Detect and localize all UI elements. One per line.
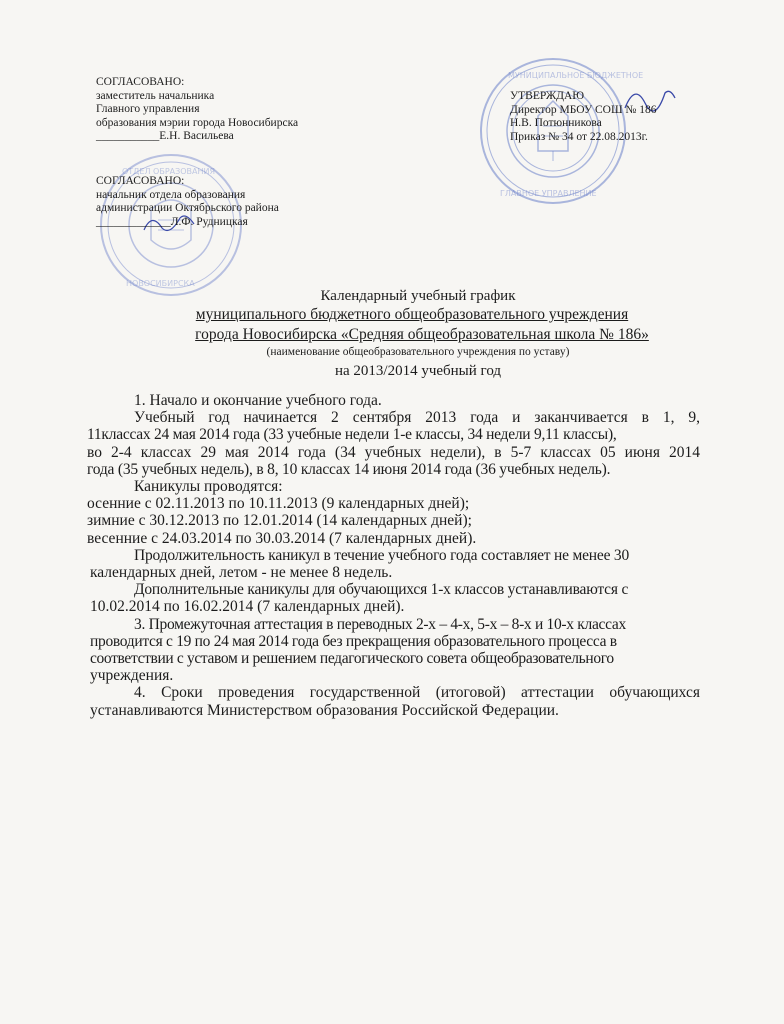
section-3-line: 3. Промежуточная аттестация в переводных 2-х – 4-х, 5-х – 8-х и 10-х классах (134, 615, 626, 633)
svg-text:ОТДЕЛ ОБРАЗОВАНИЯ: ОТДЕЛ ОБРАЗОВАНИЯ (122, 167, 216, 176)
vacation-duration: Продолжительность каникул в течение учебного года составляет не менее 30 (134, 546, 630, 564)
approval-block-director (510, 90, 657, 144)
approval-signature-line: ___________Е.Н. Васильева (96, 130, 234, 142)
section-1-line: Учебный год начинается 2 сентября 2013 года и заканчивается в 1, 9, (134, 409, 700, 427)
section-1-line: во 2-4 классах 29 мая 2014 года (34 учебных недели), в 5-7 классах 05 июня 2014 (87, 443, 700, 461)
section-4-line: устанавливаются Министерством образования Российской Федерации. (90, 701, 559, 719)
section-3-line: проводится с 19 по 24 мая 2014 года без прекращения образовательного процесса в (90, 632, 617, 650)
approval-block-gu (96, 76, 298, 144)
approval-heading: СОГЛАСОВАНО: (96, 175, 185, 187)
approval-block-district (96, 175, 279, 229)
section-3-line: соответствии с уставом и решением педагогического совета общеобразовательного (90, 650, 614, 668)
vacation-duration: календарных дней, летом - не менее 8 недель. (90, 564, 393, 582)
svg-text:ГЛАВНОЕ УПРАВЛЕНИЕ: ГЛАВНОЕ УПРАВЛЕНИЕ (500, 189, 597, 198)
approval-position: начальник отдела образования (96, 188, 246, 201)
vacation-winter: зимние с 30.12.2013 по 12.01.2014 (14 календарных дней); (87, 512, 472, 530)
extra-vacation: Дополнительные каникулы для обучающихся 1-х классов устанавливаются с (134, 581, 629, 599)
extra-vacation: 10.02.2014 по 16.02.2014 (7 календарных дней). (90, 598, 405, 616)
section-1-line: года (35 учебных недель), в 8, 10 классах 14 июня 2014 года (36 учебных недель). (87, 460, 611, 478)
section-3-line: учреждения. (90, 667, 174, 685)
institution-name-line1: муниципального бюджетного общеобразовательного учреждения (195, 306, 629, 323)
approval-order: Приказ № 34 от 22.08.2013г. (510, 130, 648, 143)
approval-director-name: Н.В. Потюнникова (510, 117, 602, 129)
vacation-spring: весенние с 24.03.2014 по 30.03.2014 (7 календарных дней). (87, 529, 477, 547)
vacation-autumn: осенние с 02.11.2013 по 10.11.2013 (9 календарных дней); (87, 495, 470, 513)
svg-text:МУНИЦИПАЛЬНОЕ БЮДЖЕТНОЕ: МУНИЦИПАЛЬНОЕ БЮДЖЕТНОЕ (508, 71, 644, 80)
vacations-heading: Каникулы проводятся: (134, 478, 283, 496)
approval-heading: СОГЛАСОВАНО: (96, 76, 185, 88)
institution-name-note: (наименование общеобразовательного учреждения по уставу) (266, 346, 570, 358)
approval-position: заместитель начальника (96, 89, 215, 102)
approval-department: Главного управления (96, 103, 200, 115)
section-1-heading: 1. Начало и окончание учебного года. (134, 392, 382, 409)
section-1-line: 11классах 24 мая 2014 года (33 учебные недели 1-е классы, 34 недели 9,11 классы), (87, 426, 617, 444)
approval-organization: образования мэрии города Новосибирска (96, 116, 299, 129)
document-title: Календарный учебный график (320, 288, 516, 304)
approval-organization: администрации Октябрьского района (96, 202, 279, 214)
institution-name-line2: города Новосибирска «Средняя общеобразовательная школа № 186» (195, 326, 649, 343)
section-4-line: 4. Сроки проведения государственной (итоговой) аттестации обучающихся (134, 684, 700, 702)
academic-year: на 2013/2014 учебный год (334, 363, 502, 379)
svg-text:НОВОСИБИРСКА: НОВОСИБИРСКА (126, 279, 195, 288)
approval-position: Директор МБОУ СОШ № 186 (510, 103, 657, 116)
approval-heading: УТВЕРЖДАЮ (510, 90, 585, 102)
approval-signature-line: _____________Л.Ф. Рудницкая (96, 215, 248, 228)
document-body (87, 392, 700, 719)
